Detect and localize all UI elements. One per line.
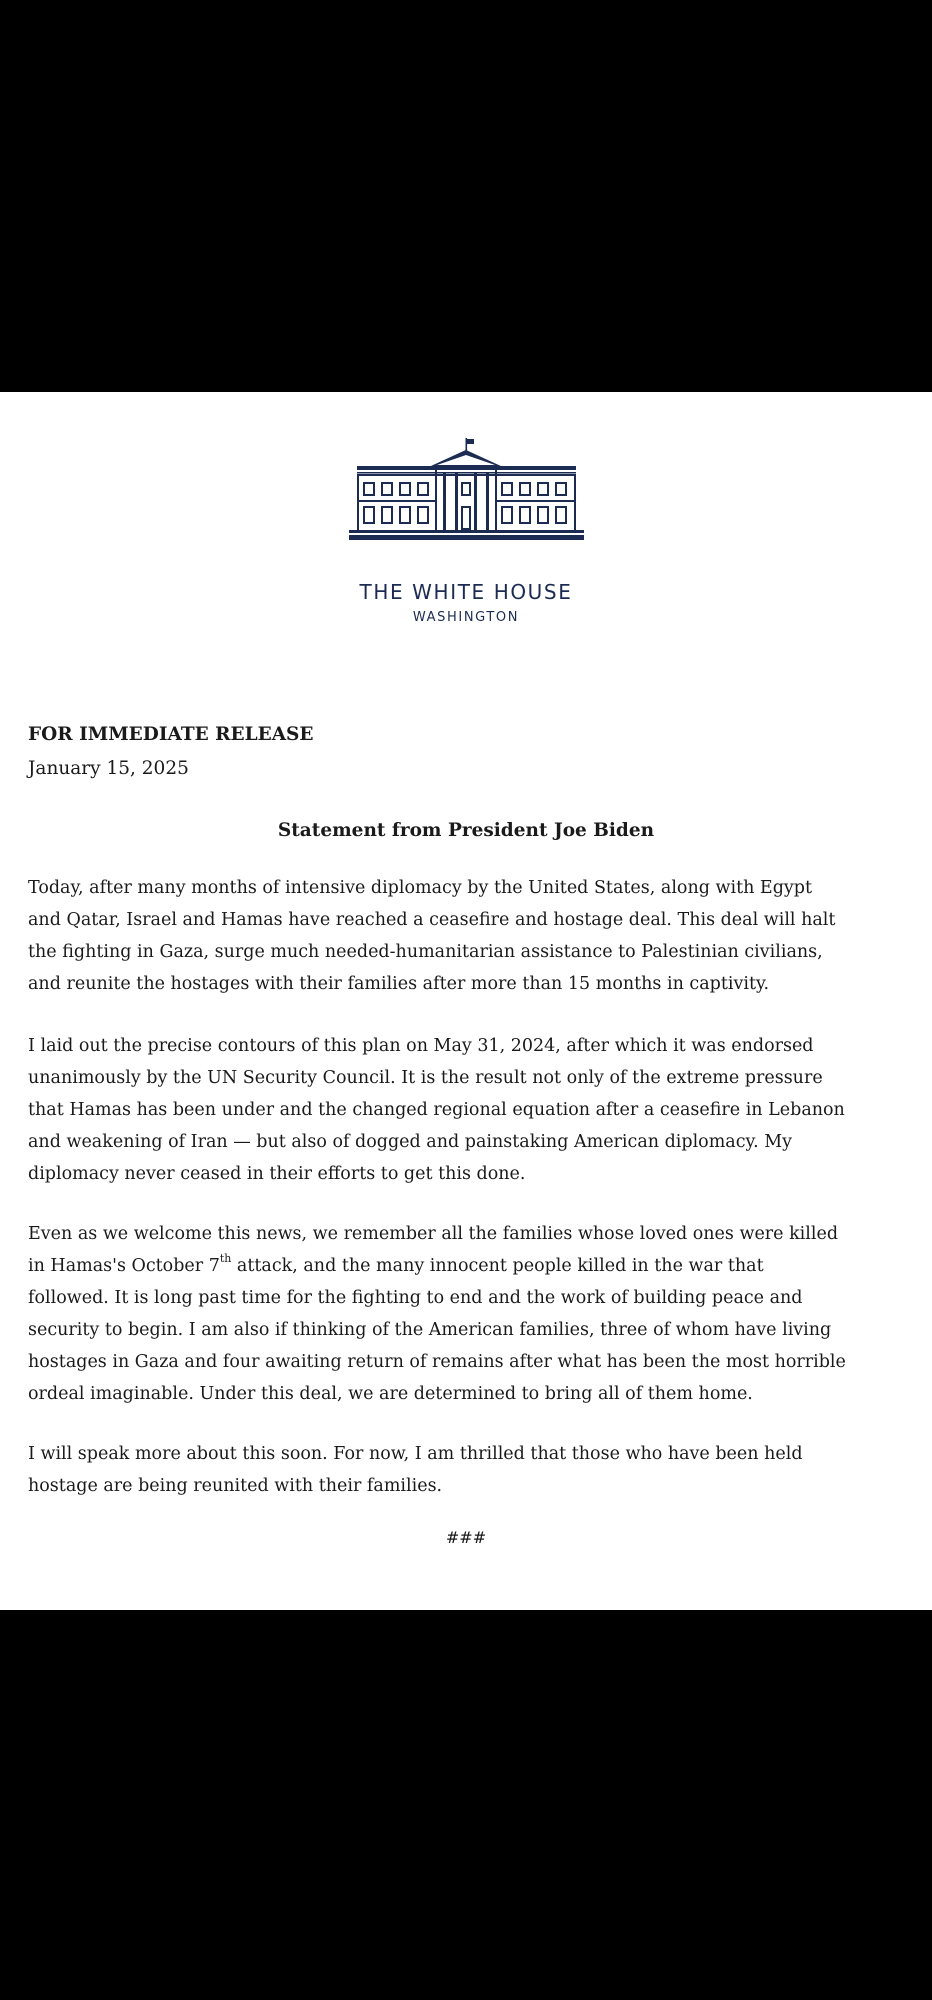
- press-release-document: [0, 392, 932, 1610]
- paragraph-line: ordeal imaginable. Under this deal, we are determined to bring all of them home.: [28, 1384, 753, 1404]
- paragraph-line: hostage are being reunited with their families.: [28, 1476, 443, 1496]
- paragraph-1: [28, 872, 908, 1000]
- line-text: in Hamas's October 7: [28, 1256, 220, 1276]
- end-mark: ###: [445, 1528, 487, 1547]
- paragraph-line: diplomacy never ceased in their efforts to get this done.: [28, 1164, 526, 1184]
- white-house-building-icon: [349, 438, 584, 540]
- org-name: THE WHITE HOUSE: [359, 580, 573, 604]
- line-text: attack, and the many innocent people killed in the war that: [231, 1256, 764, 1276]
- paragraph-line: I will speak more about this soon. For now, I am thrilled that those who have been held: [28, 1444, 803, 1464]
- ordinal-suffix: th: [219, 1252, 232, 1265]
- paragraph-line: and weakening of Iran — but also of dogged and painstaking American diplomacy. My: [28, 1132, 793, 1152]
- statement-title: Statement from President Joe Biden: [277, 820, 655, 841]
- paragraph-line: and reunite the hostages with their families after more than 15 months in captivity.: [28, 974, 770, 994]
- paragraph-3: [28, 1218, 908, 1410]
- paragraph-line: Even as we welcome this news, we remember all the families whose loved ones were killed: [28, 1224, 839, 1244]
- paragraph-line: followed. It is long past time for the fighting to end and the work of building peace and: [28, 1288, 803, 1308]
- org-city: WASHINGTON: [412, 610, 520, 625]
- paragraph-line: and Qatar, Israel and Hamas have reached a ceasefire and hostage deal. This deal will halt: [28, 910, 836, 930]
- paragraph-line: hostages in Gaza and four awaiting return of remains after what has been the most horrible: [28, 1352, 846, 1372]
- release-label: FOR IMMEDIATE RELEASE: [28, 724, 314, 745]
- paragraph-line: security to begin. I am also if thinking of the American families, three of whom have living: [28, 1320, 832, 1340]
- paragraph-line: [28, 1250, 908, 1282]
- paragraph-2: [28, 1030, 908, 1190]
- paragraph-line: the fighting in Gaza, surge much needed-humanitarian assistance to Palestinian civilians,: [28, 942, 823, 962]
- paragraph-line: that Hamas has been under and the changed regional equation after a ceasefire in Lebanon: [28, 1100, 845, 1120]
- paragraph-line: Today, after many months of intensive diplomacy by the United States, along with Egypt: [28, 878, 813, 898]
- release-date: January 15, 2025: [28, 758, 189, 779]
- paragraph-line: unanimously by the UN Security Council. It is the result not only of the extreme pressure: [28, 1068, 823, 1088]
- paragraph-line: I laid out the precise contours of this plan on May 31, 2024, after which it was endorsed: [28, 1036, 814, 1056]
- paragraph-4: [28, 1438, 908, 1502]
